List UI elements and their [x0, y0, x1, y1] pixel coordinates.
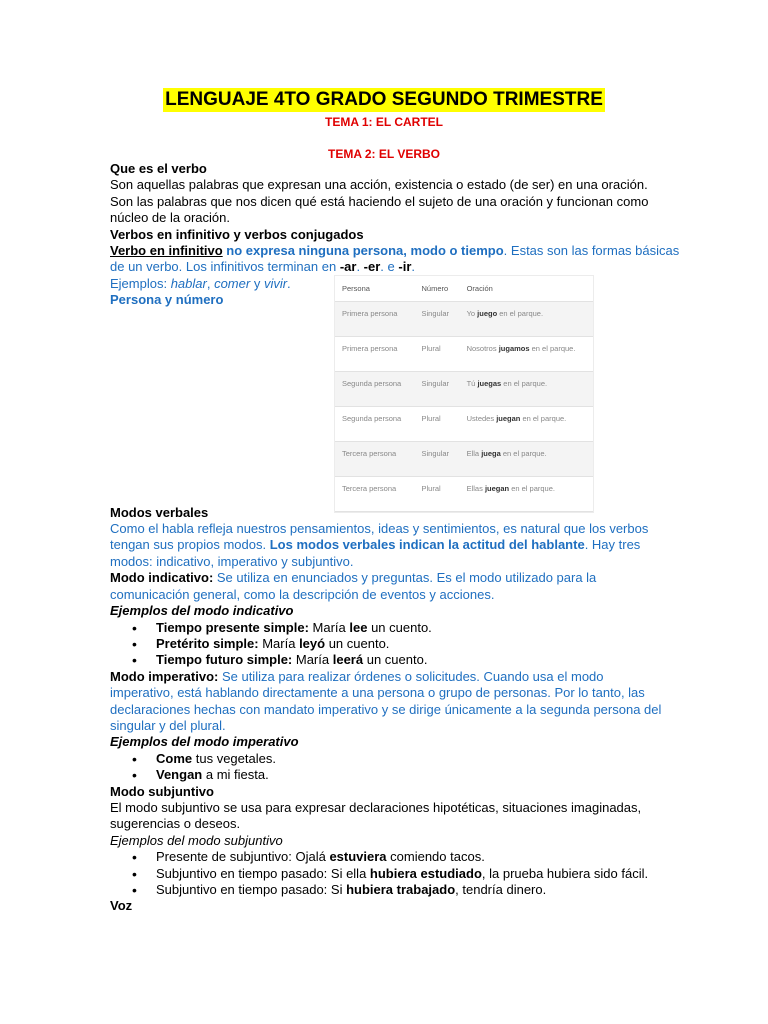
item-label: Tiempo futuro simple:: [156, 652, 293, 668]
item-verb: Come: [156, 750, 193, 766]
conjugation-table: [335, 276, 593, 512]
cell-oracion: [460, 372, 593, 407]
indicativo-list: [110, 620, 670, 669]
cell-oracion: [460, 302, 593, 337]
infinitivo-def: no expresa ninguna persona, modo o tiempo: [222, 243, 504, 259]
modos-line-1: Como el habla refleja nuestros pensamientos, ideas y sentimientos, es natural que los verbos: [110, 521, 649, 537]
cell-oracion: [460, 442, 593, 477]
text-span: Subjuntivo en tiempo pasado: Si: [156, 882, 347, 897]
cell-numero: Plural: [415, 477, 460, 512]
item-verb: Vengan: [156, 767, 203, 783]
cell-numero: Plural: [415, 337, 460, 372]
list-item: [110, 882, 670, 898]
conjugated-verb: jugamos: [498, 344, 530, 353]
subjuntivo-line-1: El modo subjuntivo se usa para expresar declaraciones hipotéticas, situaciones imaginadas,: [110, 799, 642, 815]
indicativo-line-2: comunicación general, como la descripción de eventos y acciones.: [110, 586, 495, 602]
imperativo-line-2: imperativo, está hablando directamente a una persona o grupo de personas. Por lo tanto, las: [110, 685, 645, 701]
cell-oracion: [460, 337, 593, 372]
list-item: [110, 652, 670, 668]
table-row: [335, 407, 593, 442]
text-span: María: [258, 635, 300, 651]
cell-persona: Tercera persona: [335, 442, 415, 477]
table-row: [335, 302, 593, 337]
subjuntivo-line-2: sugerencias o deseos.: [110, 816, 241, 832]
indicativo-examples-heading: Ejemplos del modo indicativo: [110, 603, 294, 619]
col-header-persona: Persona: [335, 276, 415, 302]
conjugated-verb: juegan: [484, 484, 510, 493]
list-item: [110, 751, 670, 767]
item-verb: lee: [349, 619, 368, 635]
cell-persona: Tercera persona: [335, 477, 415, 512]
list-item: [110, 620, 670, 636]
conjugated-verb: juegan: [496, 414, 521, 423]
example-word: hablar: [170, 275, 207, 291]
cell-oracion: [460, 477, 593, 512]
text-span: un cuento.: [363, 652, 428, 668]
subjuntivo-heading: Modo subjuntivo: [110, 783, 214, 799]
modos-line-2: [110, 537, 670, 553]
text-span: en el parque.: [509, 484, 555, 493]
item-verb: leyó: [299, 635, 326, 651]
text-span: en el parque.: [529, 344, 576, 353]
text-span: Ustedes: [466, 414, 497, 423]
list-item: [110, 849, 670, 865]
tema-2: TEMA 2: EL VERBO: [327, 147, 440, 161]
que-es-line-1: Son aquellas palabras que expresan una acción, existencia o estado (de ser) en una oración.: [110, 177, 648, 193]
cell-numero: Singular: [415, 372, 460, 407]
cell-numero: Singular: [415, 302, 460, 337]
text-span: . e: [380, 259, 399, 275]
text-span: María: [292, 652, 333, 668]
list-item: [110, 636, 670, 652]
text-span: Ejemplos:: [110, 275, 171, 291]
page-title: LENGUAJE 4TO GRADO SEGUNDO TRIMESTRE: [165, 89, 603, 110]
subjuntivo-list: [110, 849, 670, 898]
item-verb: leerá: [332, 652, 364, 668]
text-span: un cuento.: [367, 619, 432, 635]
imperativo-examples-heading: Ejemplos del modo imperativo: [110, 734, 299, 750]
text-span: .: [356, 259, 364, 275]
modos-line-3: modos: indicativo, imperativo y subjuntivo.: [110, 553, 354, 569]
persona-numero-table: [334, 275, 594, 513]
table-row: [335, 442, 593, 477]
infinitivo-rest: . Estas son las formas básicas: [503, 243, 680, 259]
text-span: y: [250, 275, 264, 291]
infinitivo-heading: Verbos en infinitivo y verbos conjugados: [110, 226, 364, 242]
text-span: en el parque.: [520, 414, 567, 423]
text-span: de un verbo. Los infinitivos terminan en: [110, 259, 340, 275]
item-verb: hubiera estudiado: [369, 865, 482, 881]
cell-numero: Plural: [415, 407, 460, 442]
tema-1: TEMA 1: EL CARTEL: [324, 115, 443, 129]
col-header-numero: Número: [415, 276, 460, 302]
imperativo-label: Modo imperativo:: [110, 668, 222, 684]
item-verb: hubiera trabajado: [346, 882, 456, 897]
example-word: comer: [214, 275, 251, 291]
que-es-heading: Que es el verbo: [110, 161, 207, 176]
text-span: tengan sus propios modos.: [110, 537, 270, 553]
table-row: [335, 372, 593, 407]
text-span: Se utiliza en enunciados y preguntas. Es el modo utilizado para la: [216, 570, 597, 586]
text-span: en el parque.: [501, 379, 548, 388]
text-span: en el parque.: [497, 309, 544, 318]
cell-persona: Segunda persona: [335, 372, 415, 407]
cell-oracion: [460, 407, 593, 442]
text-span: Se utiliza para realizar órdenes o solicitudes. Cuando usa el modo: [221, 668, 604, 684]
ending-er: -er: [363, 259, 381, 275]
text-span: Subjuntivo en tiempo pasado: Si ella: [156, 865, 370, 881]
text-span: Presente de subjuntivo: Ojalá: [156, 849, 330, 865]
persona-numero-heading: Persona y número: [110, 292, 224, 308]
ending-ir: -ir: [398, 259, 412, 275]
text-span: Yo: [466, 309, 478, 318]
text-span: Tú: [466, 379, 478, 388]
que-es-line-3: núcleo de la oración.: [110, 210, 230, 226]
infinitivo-term: Verbo en infinitivo: [110, 243, 223, 259]
text-span: .: [287, 275, 291, 291]
list-item: [110, 866, 670, 882]
item-label: Pretérito simple:: [156, 635, 259, 651]
text-span: , tendría dinero.: [455, 882, 547, 897]
table-body: [335, 302, 593, 512]
que-es-line-2: Son las palabras que nos dicen qué está haciendo el sujeto de una oración y funcionan como: [110, 193, 649, 209]
text-span: . Hay tres: [584, 537, 641, 553]
cell-persona: Primera persona: [335, 302, 415, 337]
text-span: tus vegetales.: [192, 750, 276, 766]
item-label: Tiempo presente simple:: [156, 619, 309, 635]
list-item: [110, 767, 670, 783]
modos-key-phrase: Los modos verbales indican la actitud del hablante: [269, 537, 585, 553]
conjugated-verb: juega: [481, 449, 501, 458]
conjugated-verb: juego: [477, 309, 498, 318]
text-span: ,: [206, 275, 215, 291]
indicativo-label: Modo indicativo:: [110, 570, 217, 586]
text-span: Ella: [466, 449, 482, 458]
text-span: María: [308, 619, 350, 635]
imperativo-line-4: singular y del plural.: [110, 717, 226, 733]
ending-ar: -ar: [339, 259, 357, 275]
infinitivo-line-2: [110, 259, 670, 275]
modos-heading: Modos verbales: [110, 504, 209, 520]
table-header-row: [335, 276, 593, 302]
cell-numero: Singular: [415, 442, 460, 477]
table-row: [335, 337, 593, 372]
text-span: .: [411, 259, 415, 275]
text-span: a mi fiesta.: [202, 767, 269, 783]
cell-persona: Segunda persona: [335, 407, 415, 442]
subjuntivo-examples-heading: Ejemplos del modo subjuntivo: [110, 832, 283, 848]
text-span: en el parque.: [500, 449, 547, 458]
voz-heading: Voz: [110, 898, 133, 914]
text-span: un cuento.: [325, 635, 390, 651]
title-wrap: [0, 88, 768, 112]
imperativo-line-1: [110, 669, 670, 685]
item-verb: estuviera: [329, 849, 387, 865]
table-row: [335, 477, 593, 512]
text-span: , la prueba hubiera sido fácil.: [481, 865, 649, 881]
imperativo-line-3: declaraciones hechas con mandato imperativo y se dirige únicamente a la segunda persona del: [110, 701, 662, 717]
cell-persona: Primera persona: [335, 337, 415, 372]
col-header-oracion: Oración: [460, 276, 593, 302]
text-span: comiendo tacos.: [386, 849, 485, 865]
conjugated-verb: juegas: [477, 379, 502, 388]
example-word: vivir: [263, 275, 288, 291]
text-span: Nosotros: [466, 344, 499, 353]
infinitivo-line-1: [110, 243, 680, 259]
imperativo-list: [110, 751, 670, 784]
indicativo-line-1: [110, 570, 670, 586]
text-span: Ellas: [466, 484, 485, 493]
